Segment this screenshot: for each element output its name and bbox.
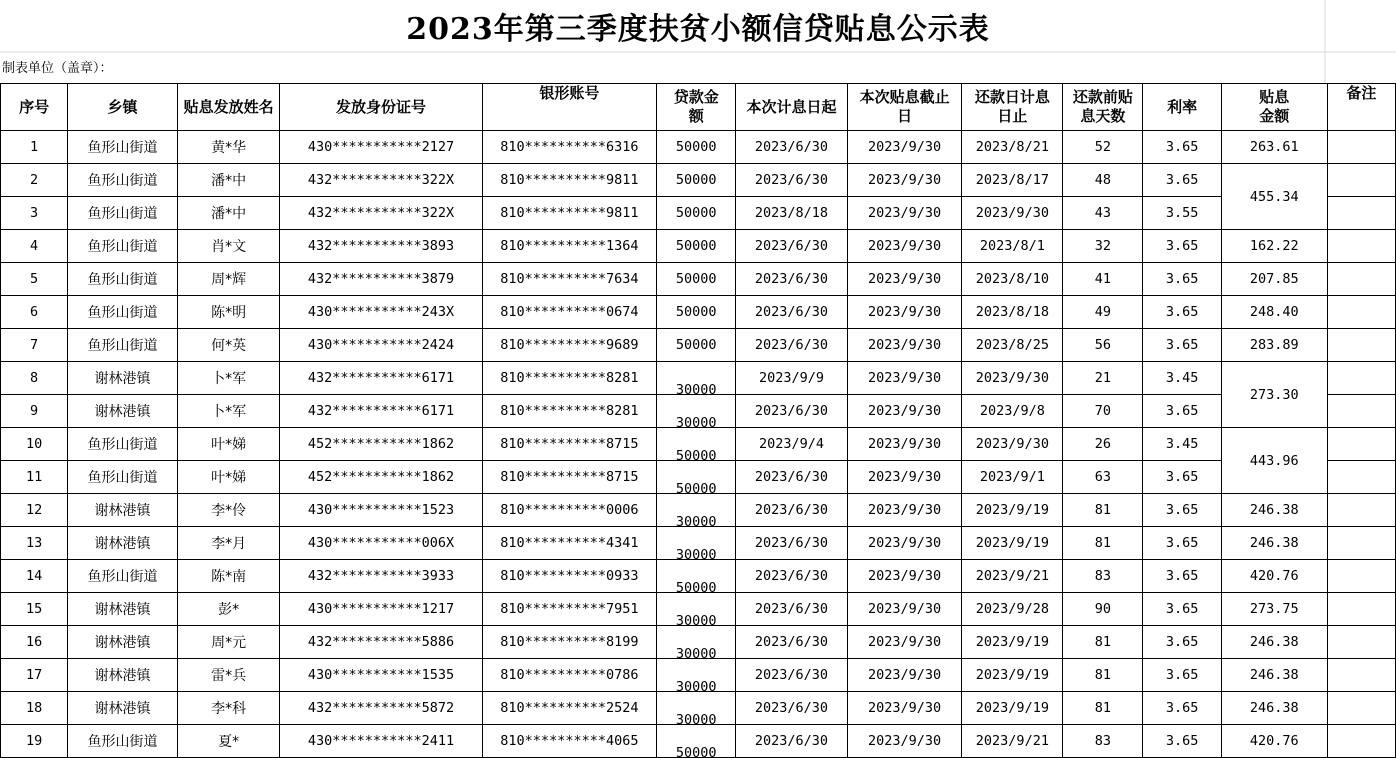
cell-end: 2023/9/30	[847, 329, 962, 362]
cell-end: 2023/9/30	[847, 263, 962, 296]
cell-start: 2023/6/30	[736, 725, 848, 758]
cell-account: 810**********0006	[482, 494, 657, 527]
cell-note	[1327, 197, 1395, 230]
cell-start: 2023/6/30	[736, 296, 848, 329]
cell-start: 2023/6/30	[736, 527, 848, 560]
cell-subsidy: 420.76	[1221, 725, 1327, 758]
cell-days: 83	[1063, 560, 1143, 593]
cell-end: 2023/9/30	[847, 659, 962, 692]
table-row	[1, 494, 1396, 527]
cell-amount: 50000	[657, 230, 736, 263]
cell-end: 2023/9/30	[847, 164, 962, 197]
cell-account: 810**********0674	[482, 296, 657, 329]
cell-amount-text: 50000	[675, 448, 717, 461]
cell-seq: 7	[1, 329, 68, 362]
cell-town: 鱼形山街道	[68, 296, 178, 329]
cell-account: 810**********8199	[482, 626, 657, 659]
cell-end: 2023/9/30	[847, 527, 962, 560]
cell-days: 52	[1063, 131, 1143, 164]
cell-town: 谢林港镇	[68, 362, 178, 395]
cell-days: 32	[1063, 230, 1143, 263]
cell-note	[1327, 659, 1395, 692]
table-row	[1, 197, 1396, 230]
cell-name: 周*辉	[177, 263, 280, 296]
cell-rate: 3.45	[1143, 362, 1221, 395]
table-row	[1, 263, 1396, 296]
cell-subsidy: 248.40	[1221, 296, 1327, 329]
header-account: 银形账号	[482, 84, 657, 131]
cell-amount	[657, 560, 736, 593]
cell-rate: 3.55	[1143, 197, 1221, 230]
cell-days: 70	[1063, 395, 1143, 428]
cell-name: 何*英	[177, 329, 280, 362]
cell-account: 810**********9689	[482, 329, 657, 362]
cell-end: 2023/9/30	[847, 494, 962, 527]
cell-note	[1327, 560, 1395, 593]
cell-id: 430***********2411	[280, 725, 482, 758]
cell-id: 432***********322X	[280, 197, 482, 230]
cell-amount	[657, 428, 736, 461]
cell-amount	[657, 395, 736, 428]
header-start: 本次计息日起	[736, 84, 848, 131]
table-row	[1, 593, 1396, 626]
header-name: 贴息发放姓名	[177, 84, 280, 131]
cell-subsidy: 246.38	[1221, 692, 1327, 725]
cell-repay: 2023/9/1	[962, 461, 1063, 494]
cell-note	[1327, 494, 1395, 527]
cell-amount: 50000	[657, 164, 736, 197]
cell-repay: 2023/8/10	[962, 263, 1063, 296]
cell-subsidy: 455.34	[1221, 164, 1327, 230]
cell-id: 432***********3879	[280, 263, 482, 296]
cell-seq: 18	[1, 692, 68, 725]
cell-rate: 3.65	[1143, 131, 1221, 164]
cell-seq: 8	[1, 362, 68, 395]
cell-seq: 12	[1, 494, 68, 527]
cell-seq: 1	[1, 131, 68, 164]
cell-rate: 3.65	[1143, 725, 1221, 758]
cell-subsidy: 420.76	[1221, 560, 1327, 593]
cell-repay: 2023/9/21	[962, 725, 1063, 758]
cell-town: 谢林港镇	[68, 593, 178, 626]
unit-label: 制表单位（盖章）：	[2, 61, 113, 76]
cell-note	[1327, 296, 1395, 329]
cell-amount	[657, 494, 736, 527]
cell-name: 潘*中	[177, 197, 280, 230]
cell-seq: 5	[1, 263, 68, 296]
cell-id: 432***********6171	[280, 362, 482, 395]
cell-amount	[657, 593, 736, 626]
cell-start: 2023/6/30	[736, 131, 848, 164]
cell-days: 90	[1063, 593, 1143, 626]
cell-repay: 2023/9/30	[962, 362, 1063, 395]
cell-repay: 2023/8/18	[962, 296, 1063, 329]
table-row	[1, 395, 1396, 428]
cell-town: 鱼形山街道	[68, 197, 178, 230]
table-row	[1, 131, 1396, 164]
cell-end: 2023/9/30	[847, 560, 962, 593]
cell-days: 26	[1063, 428, 1143, 461]
cell-subsidy: 273.30	[1221, 362, 1327, 428]
cell-account: 810**********0933	[482, 560, 657, 593]
cell-id: 430***********2424	[280, 329, 482, 362]
cell-account: 810**********7634	[482, 263, 657, 296]
cell-amount-text: 30000	[675, 679, 717, 692]
table-row	[1, 461, 1396, 494]
table-row	[1, 560, 1396, 593]
cell-seq: 19	[1, 725, 68, 758]
cell-repay: 2023/8/17	[962, 164, 1063, 197]
cell-amount	[657, 461, 736, 494]
cell-id: 432***********3933	[280, 560, 482, 593]
cell-repay: 2023/9/19	[962, 527, 1063, 560]
cell-repay: 2023/8/21	[962, 131, 1063, 164]
cell-days: 49	[1063, 296, 1143, 329]
cell-subsidy: 263.61	[1221, 131, 1327, 164]
cell-start: 2023/6/30	[736, 263, 848, 296]
cell-seq: 6	[1, 296, 68, 329]
cell-name: 卜*军	[177, 362, 280, 395]
table-row	[1, 230, 1396, 263]
header-rate: 利率	[1143, 84, 1221, 131]
cell-name: 叶*娣	[177, 428, 280, 461]
cell-town: 鱼形山街道	[68, 164, 178, 197]
cell-start: 2023/8/18	[736, 197, 848, 230]
cell-amount-text: 30000	[675, 514, 717, 527]
cell-town: 鱼形山街道	[68, 428, 178, 461]
cell-amount	[657, 659, 736, 692]
cell-amount-text: 30000	[675, 547, 717, 560]
cell-seq: 14	[1, 560, 68, 593]
header-amount: 贷款金额	[657, 84, 736, 131]
cell-town: 鱼形山街道	[68, 131, 178, 164]
table-row	[1, 296, 1396, 329]
cell-subsidy: 207.85	[1221, 263, 1327, 296]
cell-id: 430***********006X	[280, 527, 482, 560]
cell-amount: 50000	[657, 263, 736, 296]
cell-subsidy: 443.96	[1221, 428, 1327, 494]
cell-town: 鱼形山街道	[68, 329, 178, 362]
cell-rate: 3.65	[1143, 593, 1221, 626]
cell-amount: 50000	[657, 197, 736, 230]
cell-subsidy: 246.38	[1221, 659, 1327, 692]
cell-amount	[657, 626, 736, 659]
cell-start: 2023/6/30	[736, 230, 848, 263]
cell-start: 2023/6/30	[736, 329, 848, 362]
cell-rate: 3.65	[1143, 164, 1221, 197]
cell-town: 谢林港镇	[68, 692, 178, 725]
cell-start: 2023/9/4	[736, 428, 848, 461]
cell-rate: 3.65	[1143, 263, 1221, 296]
cell-account: 810**********9811	[482, 197, 657, 230]
cell-town: 谢林港镇	[68, 659, 178, 692]
cell-subsidy: 246.38	[1221, 494, 1327, 527]
cell-note	[1327, 263, 1395, 296]
table-row	[1, 692, 1396, 725]
cell-note	[1327, 593, 1395, 626]
cell-end: 2023/9/30	[847, 131, 962, 164]
cell-rate: 3.65	[1143, 659, 1221, 692]
cell-name: 黄*华	[177, 131, 280, 164]
cell-note	[1327, 692, 1395, 725]
cell-note	[1327, 230, 1395, 263]
cell-repay: 2023/9/30	[962, 428, 1063, 461]
cell-account: 810**********7951	[482, 593, 657, 626]
cell-subsidy: 246.38	[1221, 626, 1327, 659]
cell-id: 432***********5872	[280, 692, 482, 725]
cell-amount: 50000	[657, 296, 736, 329]
cell-town: 鱼形山街道	[68, 725, 178, 758]
cell-amount: 50000	[657, 131, 736, 164]
cell-amount-text: 50000	[675, 481, 717, 494]
cell-id: 452***********1862	[280, 428, 482, 461]
cell-id: 430***********2127	[280, 131, 482, 164]
cell-town: 谢林港镇	[68, 527, 178, 560]
cell-end: 2023/9/30	[847, 461, 962, 494]
cell-note	[1327, 131, 1395, 164]
cell-name: 肖*文	[177, 230, 280, 263]
cell-repay: 2023/9/8	[962, 395, 1063, 428]
header-seq: 序号	[1, 84, 68, 131]
cell-days: 21	[1063, 362, 1143, 395]
cell-id: 430***********1217	[280, 593, 482, 626]
cell-id: 432***********5886	[280, 626, 482, 659]
cell-seq: 9	[1, 395, 68, 428]
cell-account: 810**********0786	[482, 659, 657, 692]
table-row	[1, 362, 1396, 395]
cell-subsidy: 162.22	[1221, 230, 1327, 263]
cell-name: 周*元	[177, 626, 280, 659]
cell-name: 彭*	[177, 593, 280, 626]
cell-rate: 3.65	[1143, 692, 1221, 725]
cell-repay: 2023/9/30	[962, 197, 1063, 230]
cell-amount-text: 30000	[675, 646, 717, 659]
cell-seq: 2	[1, 164, 68, 197]
cell-note	[1327, 362, 1395, 395]
cell-start: 2023/6/30	[736, 692, 848, 725]
cell-account: 810**********8715	[482, 428, 657, 461]
cell-rate: 3.65	[1143, 395, 1221, 428]
cell-end: 2023/9/30	[847, 296, 962, 329]
cell-amount-text: 30000	[675, 382, 717, 395]
subsidy-table	[0, 83, 1396, 758]
cell-rate: 3.65	[1143, 626, 1221, 659]
cell-repay: 2023/9/19	[962, 626, 1063, 659]
cell-seq: 17	[1, 659, 68, 692]
table-row	[1, 428, 1396, 461]
cell-rate: 3.65	[1143, 329, 1221, 362]
cell-end: 2023/9/30	[847, 692, 962, 725]
cell-account: 810**********6316	[482, 131, 657, 164]
cell-id: 430***********243X	[280, 296, 482, 329]
table-row	[1, 626, 1396, 659]
cell-account: 810**********4065	[482, 725, 657, 758]
cell-start: 2023/6/30	[736, 494, 848, 527]
cell-repay: 2023/9/21	[962, 560, 1063, 593]
header-subsidy: 贴息金额	[1221, 84, 1327, 131]
cell-days: 81	[1063, 527, 1143, 560]
cell-days: 48	[1063, 164, 1143, 197]
cell-name: 叶*娣	[177, 461, 280, 494]
cell-days: 83	[1063, 725, 1143, 758]
cell-town: 鱼形山街道	[68, 263, 178, 296]
cell-name: 李*科	[177, 692, 280, 725]
cell-days: 41	[1063, 263, 1143, 296]
table-row	[1, 659, 1396, 692]
cell-days: 81	[1063, 626, 1143, 659]
table-row	[1, 164, 1396, 197]
cell-name: 雷*兵	[177, 659, 280, 692]
header-town: 乡镇	[68, 84, 178, 131]
cell-start: 2023/6/30	[736, 560, 848, 593]
cell-amount-text: 30000	[675, 613, 717, 626]
cell-name: 李*伶	[177, 494, 280, 527]
cell-id: 432***********3893	[280, 230, 482, 263]
cell-rate: 3.45	[1143, 428, 1221, 461]
cell-account: 810**********2524	[482, 692, 657, 725]
cell-amount	[657, 527, 736, 560]
cell-repay: 2023/8/25	[962, 329, 1063, 362]
cell-name: 夏*	[177, 725, 280, 758]
cell-rate: 3.65	[1143, 494, 1221, 527]
cell-note	[1327, 527, 1395, 560]
cell-start: 2023/6/30	[736, 659, 848, 692]
cell-id: 452***********1862	[280, 461, 482, 494]
cell-end: 2023/9/30	[847, 362, 962, 395]
cell-name: 陈*明	[177, 296, 280, 329]
cell-note	[1327, 329, 1395, 362]
cell-subsidy: 273.75	[1221, 593, 1327, 626]
cell-name: 李*月	[177, 527, 280, 560]
cell-rate: 3.65	[1143, 560, 1221, 593]
cell-amount	[657, 362, 736, 395]
cell-start: 2023/6/30	[736, 461, 848, 494]
sheet-title: 2023年第三季度扶贫小额信贷贴息公示表	[406, 12, 990, 47]
cell-seq: 10	[1, 428, 68, 461]
cell-rate: 3.65	[1143, 296, 1221, 329]
cell-town: 谢林港镇	[68, 626, 178, 659]
table-row	[1, 527, 1396, 560]
cell-town: 鱼形山街道	[68, 560, 178, 593]
cell-account: 810**********4341	[482, 527, 657, 560]
header-repay: 还款日计息日止	[962, 84, 1063, 131]
cell-note	[1327, 461, 1395, 494]
cell-town: 鱼形山街道	[68, 461, 178, 494]
cell-account: 810**********8715	[482, 461, 657, 494]
cell-start: 2023/6/30	[736, 164, 848, 197]
header-end: 本次贴息截止日	[847, 84, 962, 131]
cell-town: 谢林港镇	[68, 494, 178, 527]
cell-id: 430***********1535	[280, 659, 482, 692]
cell-repay: 2023/9/19	[962, 659, 1063, 692]
cell-days: 43	[1063, 197, 1143, 230]
cell-account: 810**********9811	[482, 164, 657, 197]
cell-amount-text: 50000	[675, 745, 717, 758]
cell-repay: 2023/9/19	[962, 494, 1063, 527]
cell-amount: 50000	[657, 329, 736, 362]
cell-end: 2023/9/30	[847, 593, 962, 626]
cell-name: 陈*南	[177, 560, 280, 593]
cell-end: 2023/9/30	[847, 725, 962, 758]
cell-subsidy: 283.89	[1221, 329, 1327, 362]
cell-seq: 16	[1, 626, 68, 659]
cell-seq: 4	[1, 230, 68, 263]
cell-id: 432***********6171	[280, 395, 482, 428]
cell-rate: 3.65	[1143, 461, 1221, 494]
cell-town: 鱼形山街道	[68, 230, 178, 263]
cell-seq: 11	[1, 461, 68, 494]
cell-end: 2023/9/30	[847, 428, 962, 461]
cell-days: 63	[1063, 461, 1143, 494]
cell-amount-text: 50000	[675, 580, 717, 593]
cell-rate: 3.65	[1143, 527, 1221, 560]
header-note: 备注	[1327, 84, 1395, 131]
cell-seq: 3	[1, 197, 68, 230]
cell-end: 2023/9/30	[847, 395, 962, 428]
cell-note	[1327, 428, 1395, 461]
cell-start: 2023/6/30	[736, 395, 848, 428]
cell-amount	[657, 692, 736, 725]
header-id: 发放身份证号	[280, 84, 482, 131]
cell-days: 81	[1063, 692, 1143, 725]
cell-days: 81	[1063, 659, 1143, 692]
cell-note	[1327, 395, 1395, 428]
cell-days: 56	[1063, 329, 1143, 362]
cell-name: 卜*军	[177, 395, 280, 428]
cell-seq: 13	[1, 527, 68, 560]
cell-note	[1327, 164, 1395, 197]
cell-account: 810**********8281	[482, 395, 657, 428]
cell-start: 2023/6/30	[736, 593, 848, 626]
cell-amount-text: 30000	[675, 415, 717, 428]
header-row	[1, 84, 1396, 131]
cell-id: 430***********1523	[280, 494, 482, 527]
cell-account: 810**********1364	[482, 230, 657, 263]
cell-end: 2023/9/30	[847, 230, 962, 263]
cell-start: 2023/6/30	[736, 626, 848, 659]
header-days: 还款前贴息天数	[1063, 84, 1143, 131]
cell-subsidy: 246.38	[1221, 527, 1327, 560]
cell-seq: 15	[1, 593, 68, 626]
cell-town: 谢林港镇	[68, 395, 178, 428]
cell-end: 2023/9/30	[847, 626, 962, 659]
cell-start: 2023/9/9	[736, 362, 848, 395]
cell-name: 潘*中	[177, 164, 280, 197]
cell-repay: 2023/9/19	[962, 692, 1063, 725]
cell-end: 2023/9/30	[847, 197, 962, 230]
cell-account: 810**********8281	[482, 362, 657, 395]
cell-rate: 3.65	[1143, 230, 1221, 263]
cell-days: 81	[1063, 494, 1143, 527]
table-row	[1, 329, 1396, 362]
cell-id: 432***********322X	[280, 164, 482, 197]
cell-note	[1327, 626, 1395, 659]
cell-repay: 2023/9/28	[962, 593, 1063, 626]
cell-repay: 2023/8/1	[962, 230, 1063, 263]
cell-amount-text: 30000	[675, 712, 717, 725]
